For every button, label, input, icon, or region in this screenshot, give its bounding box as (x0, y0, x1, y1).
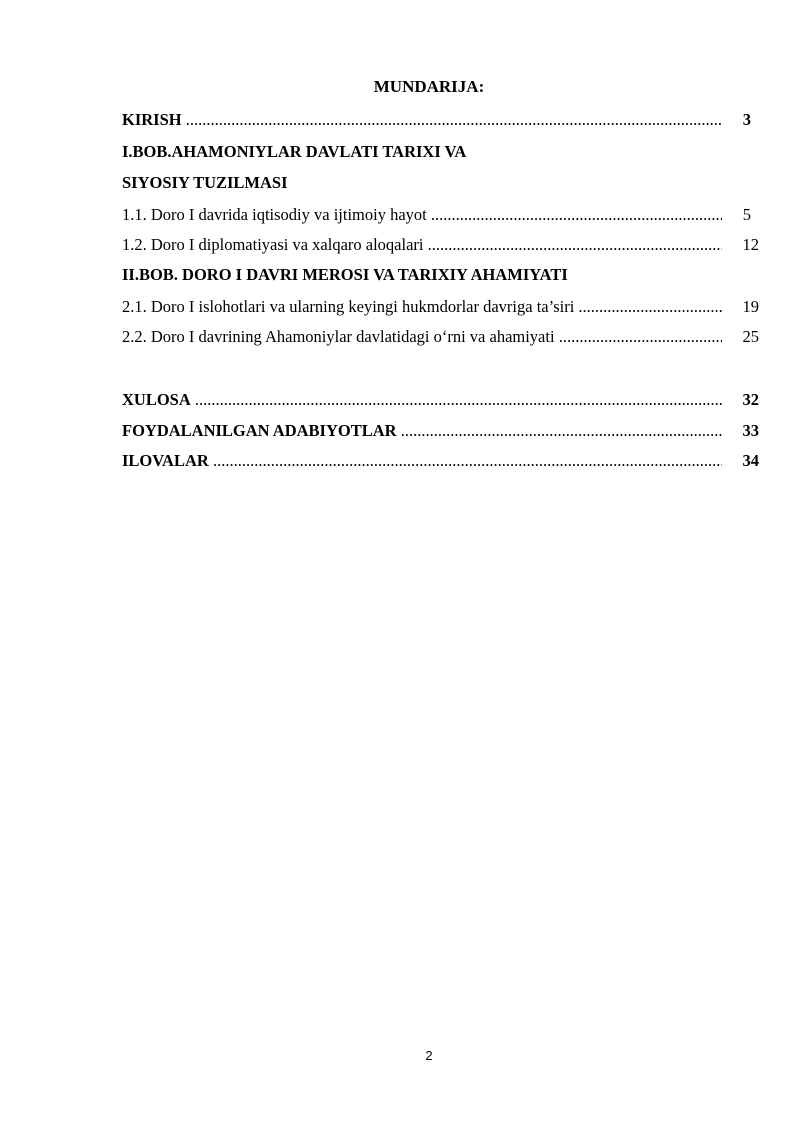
toc-page: 3 (742, 110, 751, 129)
toc-chapter-2 (122, 264, 759, 286)
toc-label: FOYDALANILGAN ADABIYOTLAR ..... (122, 420, 722, 442)
toc-label: 1.1. Doro I davrida iqtisodiy va ijtimoiy hayot ..... (122, 204, 722, 226)
toc-entry-1-1 (122, 204, 759, 226)
toc-label: KIRISH ..... (122, 109, 722, 131)
toc-label: SIYOSIY TUZILMASI (122, 173, 288, 192)
toc-entry-2-2 (122, 326, 759, 348)
toc-entry-2-1 (122, 296, 759, 318)
page-number: 2 (425, 1048, 433, 1063)
toc-page: 32 (742, 390, 759, 409)
page-title: MUNDARIJA: (373, 77, 485, 96)
toc-entry-ilovalar (122, 450, 759, 472)
toc-label: 1.2. Doro I diplomatiyasi va xalqaro aloqalari ..... (122, 234, 722, 256)
toc-entry-1-2 (122, 234, 759, 256)
toc-label: 2.1. Doro I islohotlari va ularning keyingi hukmdorlar davriga ta’siri ..... (122, 296, 722, 318)
toc-chapter-1-line-2 (122, 172, 759, 194)
toc-label: ILOVALAR ..... (122, 450, 722, 472)
toc-entry-adabiyotlar (122, 420, 759, 442)
toc-page: 19 (742, 297, 759, 316)
toc-label: II.BOB. DORO I DAVRI MEROSI VA TARIXIY AHAMIYATI (122, 265, 568, 284)
toc-page: 5 (742, 205, 751, 224)
toc-chapter-1-line-1 (122, 141, 759, 163)
toc-page: 25 (742, 327, 759, 346)
toc-label: 2.2. Doro I davrining Ahamoniylar davlatidagi o‘rni va ahamiyati ..... (122, 326, 722, 348)
toc-page: 12 (742, 235, 759, 254)
toc-entry-kirish (122, 109, 759, 131)
toc-page: 33 (742, 421, 759, 440)
toc-label: I.BOB.AHAMONIYLAR DAVLATI TARIXI VA (122, 142, 467, 161)
toc-label: XULOSA ..... (122, 389, 722, 411)
toc-entry-xulosa (122, 389, 759, 411)
toc-page: 34 (742, 451, 759, 470)
